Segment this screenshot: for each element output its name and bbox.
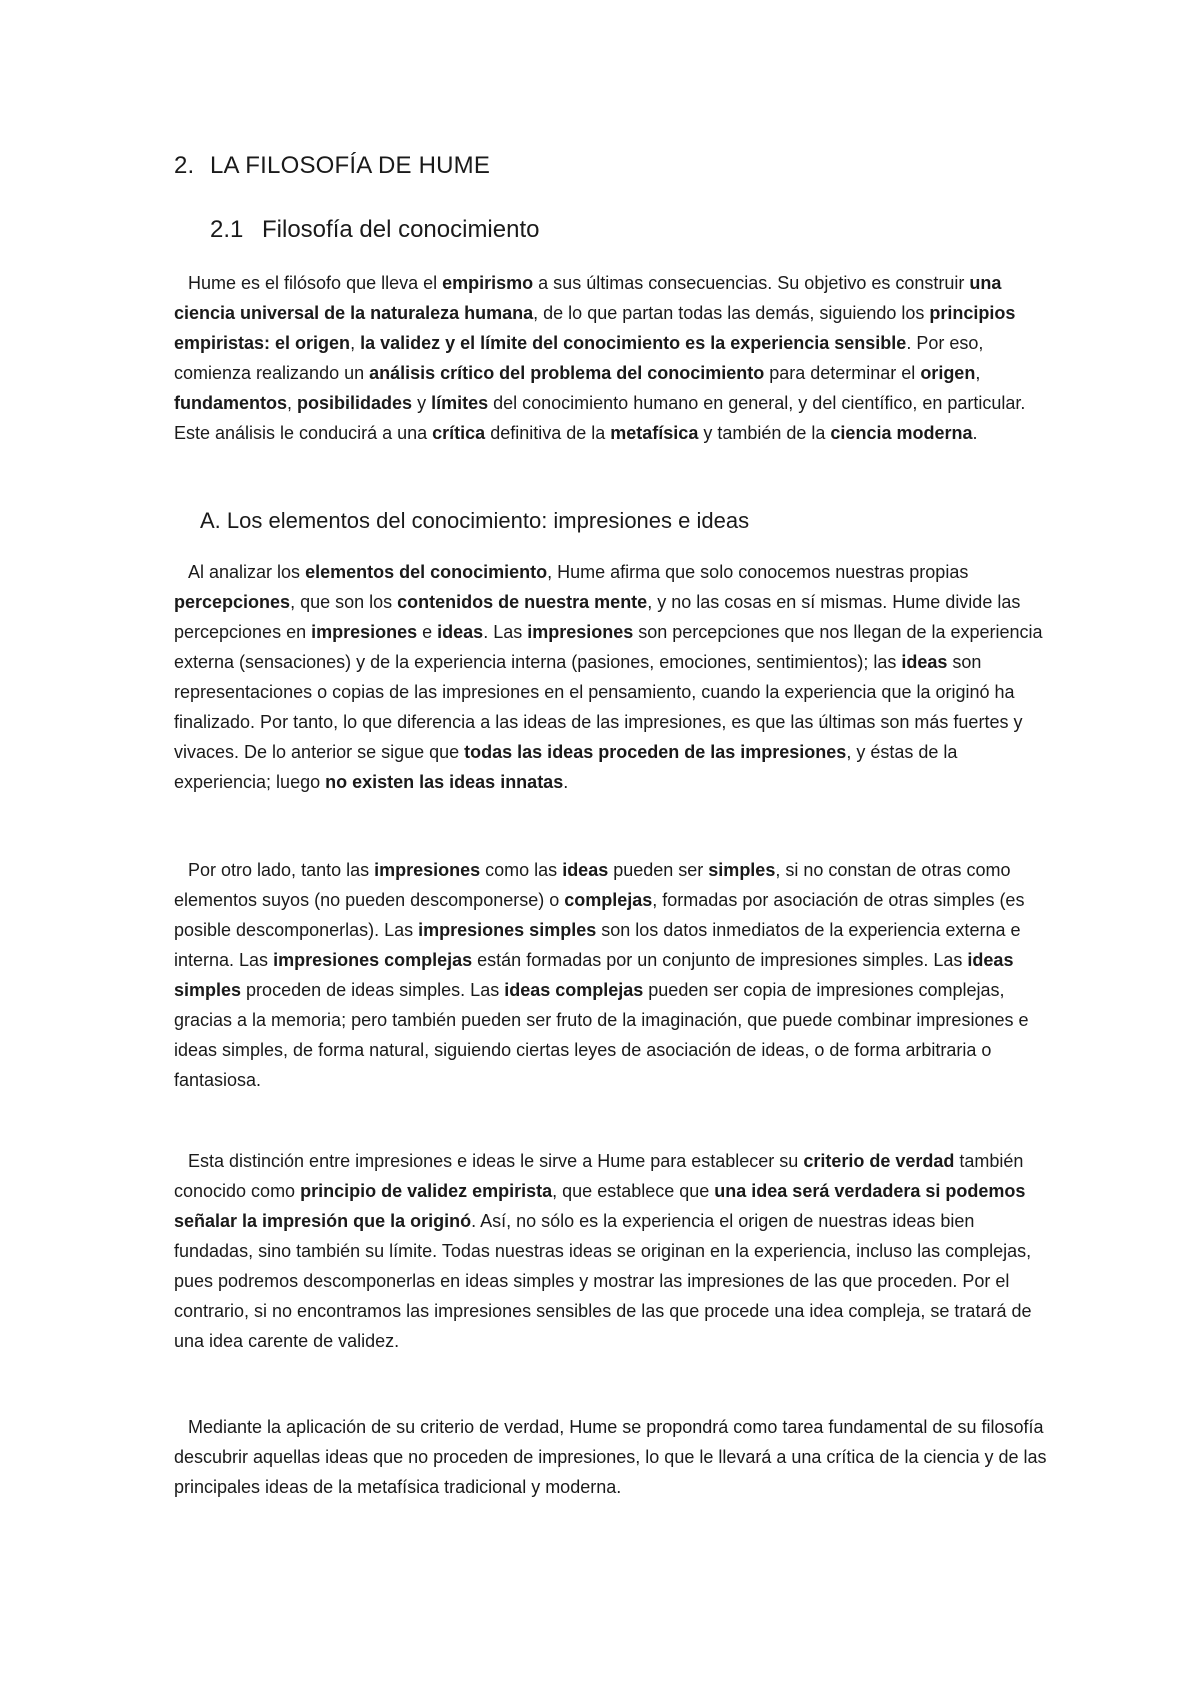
section-title: LA FILOSOFÍA DE HUME xyxy=(210,152,491,179)
bold-term: principios empiristas: el origen xyxy=(174,303,1016,353)
text-run: , formadas por asociación de otras simples (es posible descomponerlas). Las xyxy=(174,890,1025,940)
bold-term: fundamentos xyxy=(174,393,288,413)
text-run: , y éstas de la experiencia; luego xyxy=(174,742,958,792)
bold-term: impresiones simples xyxy=(418,920,597,940)
text-run: a sus últimas consecuencias. Su objetivo es construir xyxy=(533,273,970,293)
bold-term: contenidos de nuestra mente xyxy=(397,592,648,612)
text-run: , xyxy=(287,393,298,413)
bold-term: todas las ideas proceden de las impresiones xyxy=(464,742,847,762)
paragraph-simple-complex xyxy=(174,855,1050,1095)
text-run: , que establece que xyxy=(552,1181,715,1201)
text-run: , y no las cosas en sí mismas. Hume divide las percepciones en xyxy=(174,592,1021,642)
bold-term: ideas xyxy=(562,860,609,880)
text-run: son los datos inmediatos de la experiencia externa e interna. Las xyxy=(174,920,1021,970)
bold-term: una idea será verdadera si podemos señalar la impresión que la originó xyxy=(174,1181,1026,1231)
bold-term: criterio de verdad xyxy=(803,1151,955,1171)
text-run: y xyxy=(412,393,432,413)
text-run: son percepciones que nos llegan de la experiencia externa (sensaciones) y de la experiencia interna (pasiones, emociones, sentimientos); las xyxy=(174,622,1043,672)
text-run: e xyxy=(417,622,438,642)
text-run: para determinar el xyxy=(764,363,921,383)
bold-term: percepciones xyxy=(174,592,291,612)
subsection-number: 2.1 xyxy=(210,216,244,243)
text-run: y también de la xyxy=(698,423,831,443)
text-run: Al analizar los xyxy=(188,562,306,582)
bold-term: origen xyxy=(920,363,976,383)
bold-term: ciencia moderna xyxy=(830,423,973,443)
text-run: del conocimiento humano en general, y del científico, en particular. Este análisis le conducirá a una xyxy=(174,393,1026,443)
bold-term: posibilidades xyxy=(297,393,413,413)
text-run: Hume es el filósofo que lleva el xyxy=(188,273,443,293)
bold-term: límites xyxy=(431,393,489,413)
paragraph-intro xyxy=(174,268,1050,448)
bold-term: una ciencia universal de la naturaleza humana xyxy=(174,273,1002,323)
text-run: como las xyxy=(480,860,563,880)
text-run: . xyxy=(563,772,569,792)
text-run: . xyxy=(972,423,978,443)
text-run: , de lo que partan todas las demás, siguiendo los xyxy=(533,303,930,323)
bold-term: crítica xyxy=(432,423,486,443)
bold-term: simples xyxy=(708,860,776,880)
section-number: 2. xyxy=(174,152,195,179)
bold-term: la validez y el límite del conocimiento es la experiencia sensible xyxy=(360,333,907,353)
bold-term: ideas xyxy=(901,652,948,672)
bold-term: análisis crítico del problema del conocimiento xyxy=(369,363,765,383)
paragraph-truth-criterion xyxy=(174,1146,1050,1356)
bold-term: principio de validez empirista xyxy=(300,1181,553,1201)
text-run: , si no constan de otras como elementos suyos (no pueden descomponerse) o xyxy=(174,860,1011,910)
text-run: pueden ser copia de impresiones complejas, gracias a la memoria; pero también pueden ser fruto de la imaginación, que puede combinar impresiones e ideas simples, de forma natural, siguiendo ciertas leyes de asociación de ideas, o de forma arbitraria o fantasiosa. xyxy=(174,980,1029,1090)
text-run: definitiva de la xyxy=(485,423,611,443)
bold-term: impresiones complejas xyxy=(273,950,473,970)
section-heading xyxy=(174,152,490,180)
bold-term: empirismo xyxy=(442,273,534,293)
text-run: . Las xyxy=(483,622,528,642)
section-a-heading: A. Los elementos del conocimiento: impresiones e ideas xyxy=(200,508,750,533)
bold-term: elementos del conocimiento xyxy=(305,562,548,582)
bold-term: ideas xyxy=(437,622,484,642)
bold-term: impresiones xyxy=(374,860,481,880)
bold-term: no existen las ideas innatas xyxy=(325,772,564,792)
text-run: pueden ser xyxy=(608,860,709,880)
bold-term: complejas xyxy=(564,890,653,910)
text-run: , xyxy=(350,333,361,353)
text-run: están formadas por un conjunto de impresiones simples. Las xyxy=(472,950,968,970)
paragraph-elements xyxy=(174,557,1050,797)
text-run: proceden de ideas simples. Las xyxy=(241,980,505,1000)
text-run: , xyxy=(975,363,981,383)
text-run: . Por eso, comienza realizando un xyxy=(174,333,984,383)
text-run: , Hume afirma que solo conocemos nuestras propias xyxy=(547,562,969,582)
bold-term: ideas complejas xyxy=(504,980,644,1000)
paragraph-conclusion xyxy=(174,1412,1050,1502)
bold-term: impresiones xyxy=(527,622,634,642)
bold-term: ideas simples xyxy=(174,950,1014,1000)
subsection-title: Filosofía del conocimiento xyxy=(262,216,540,243)
text-run: Mediante la aplicación de su criterio de verdad, Hume se propondrá como tarea fundamental de su filosofía descubrir aquellas ideas que no proceden de impresiones, lo que le llevará a una crítica de la ciencia y de las principales ideas de la metafísica tradicional y moderna. xyxy=(174,1417,1047,1497)
text-run: Por otro lado, tanto las xyxy=(188,860,375,880)
text-run: también conocido como xyxy=(174,1151,1024,1201)
text-run: Esta distinción entre impresiones e ideas le sirve a Hume para establecer su xyxy=(188,1151,804,1171)
text-run: , que son los xyxy=(290,592,398,612)
bold-term: impresiones xyxy=(311,622,418,642)
text-run: son representaciones o copias de las impresiones en el pensamiento, cuando la experiencia que la originó ha finalizado. Por tanto, lo que diferencia a las ideas de las impresiones, es que las últimas son más fuertes y vivaces. De lo anterior se sigue que xyxy=(174,652,1023,762)
subsection-heading xyxy=(210,216,539,244)
bold-term: metafísica xyxy=(610,423,699,443)
text-run: . Así, no sólo es la experiencia el origen de nuestras ideas bien fundadas, sino también su límite. Todas nuestras ideas se originan en la experiencia, incluso las complejas, pues podremos descomponerlas en ideas simples y mostrar las impresiones de las que proceden. Por el contrario, si no encontramos las impresiones sensibles de las que procede una idea compleja, se tratará de una idea carente de validez. xyxy=(174,1211,1032,1351)
